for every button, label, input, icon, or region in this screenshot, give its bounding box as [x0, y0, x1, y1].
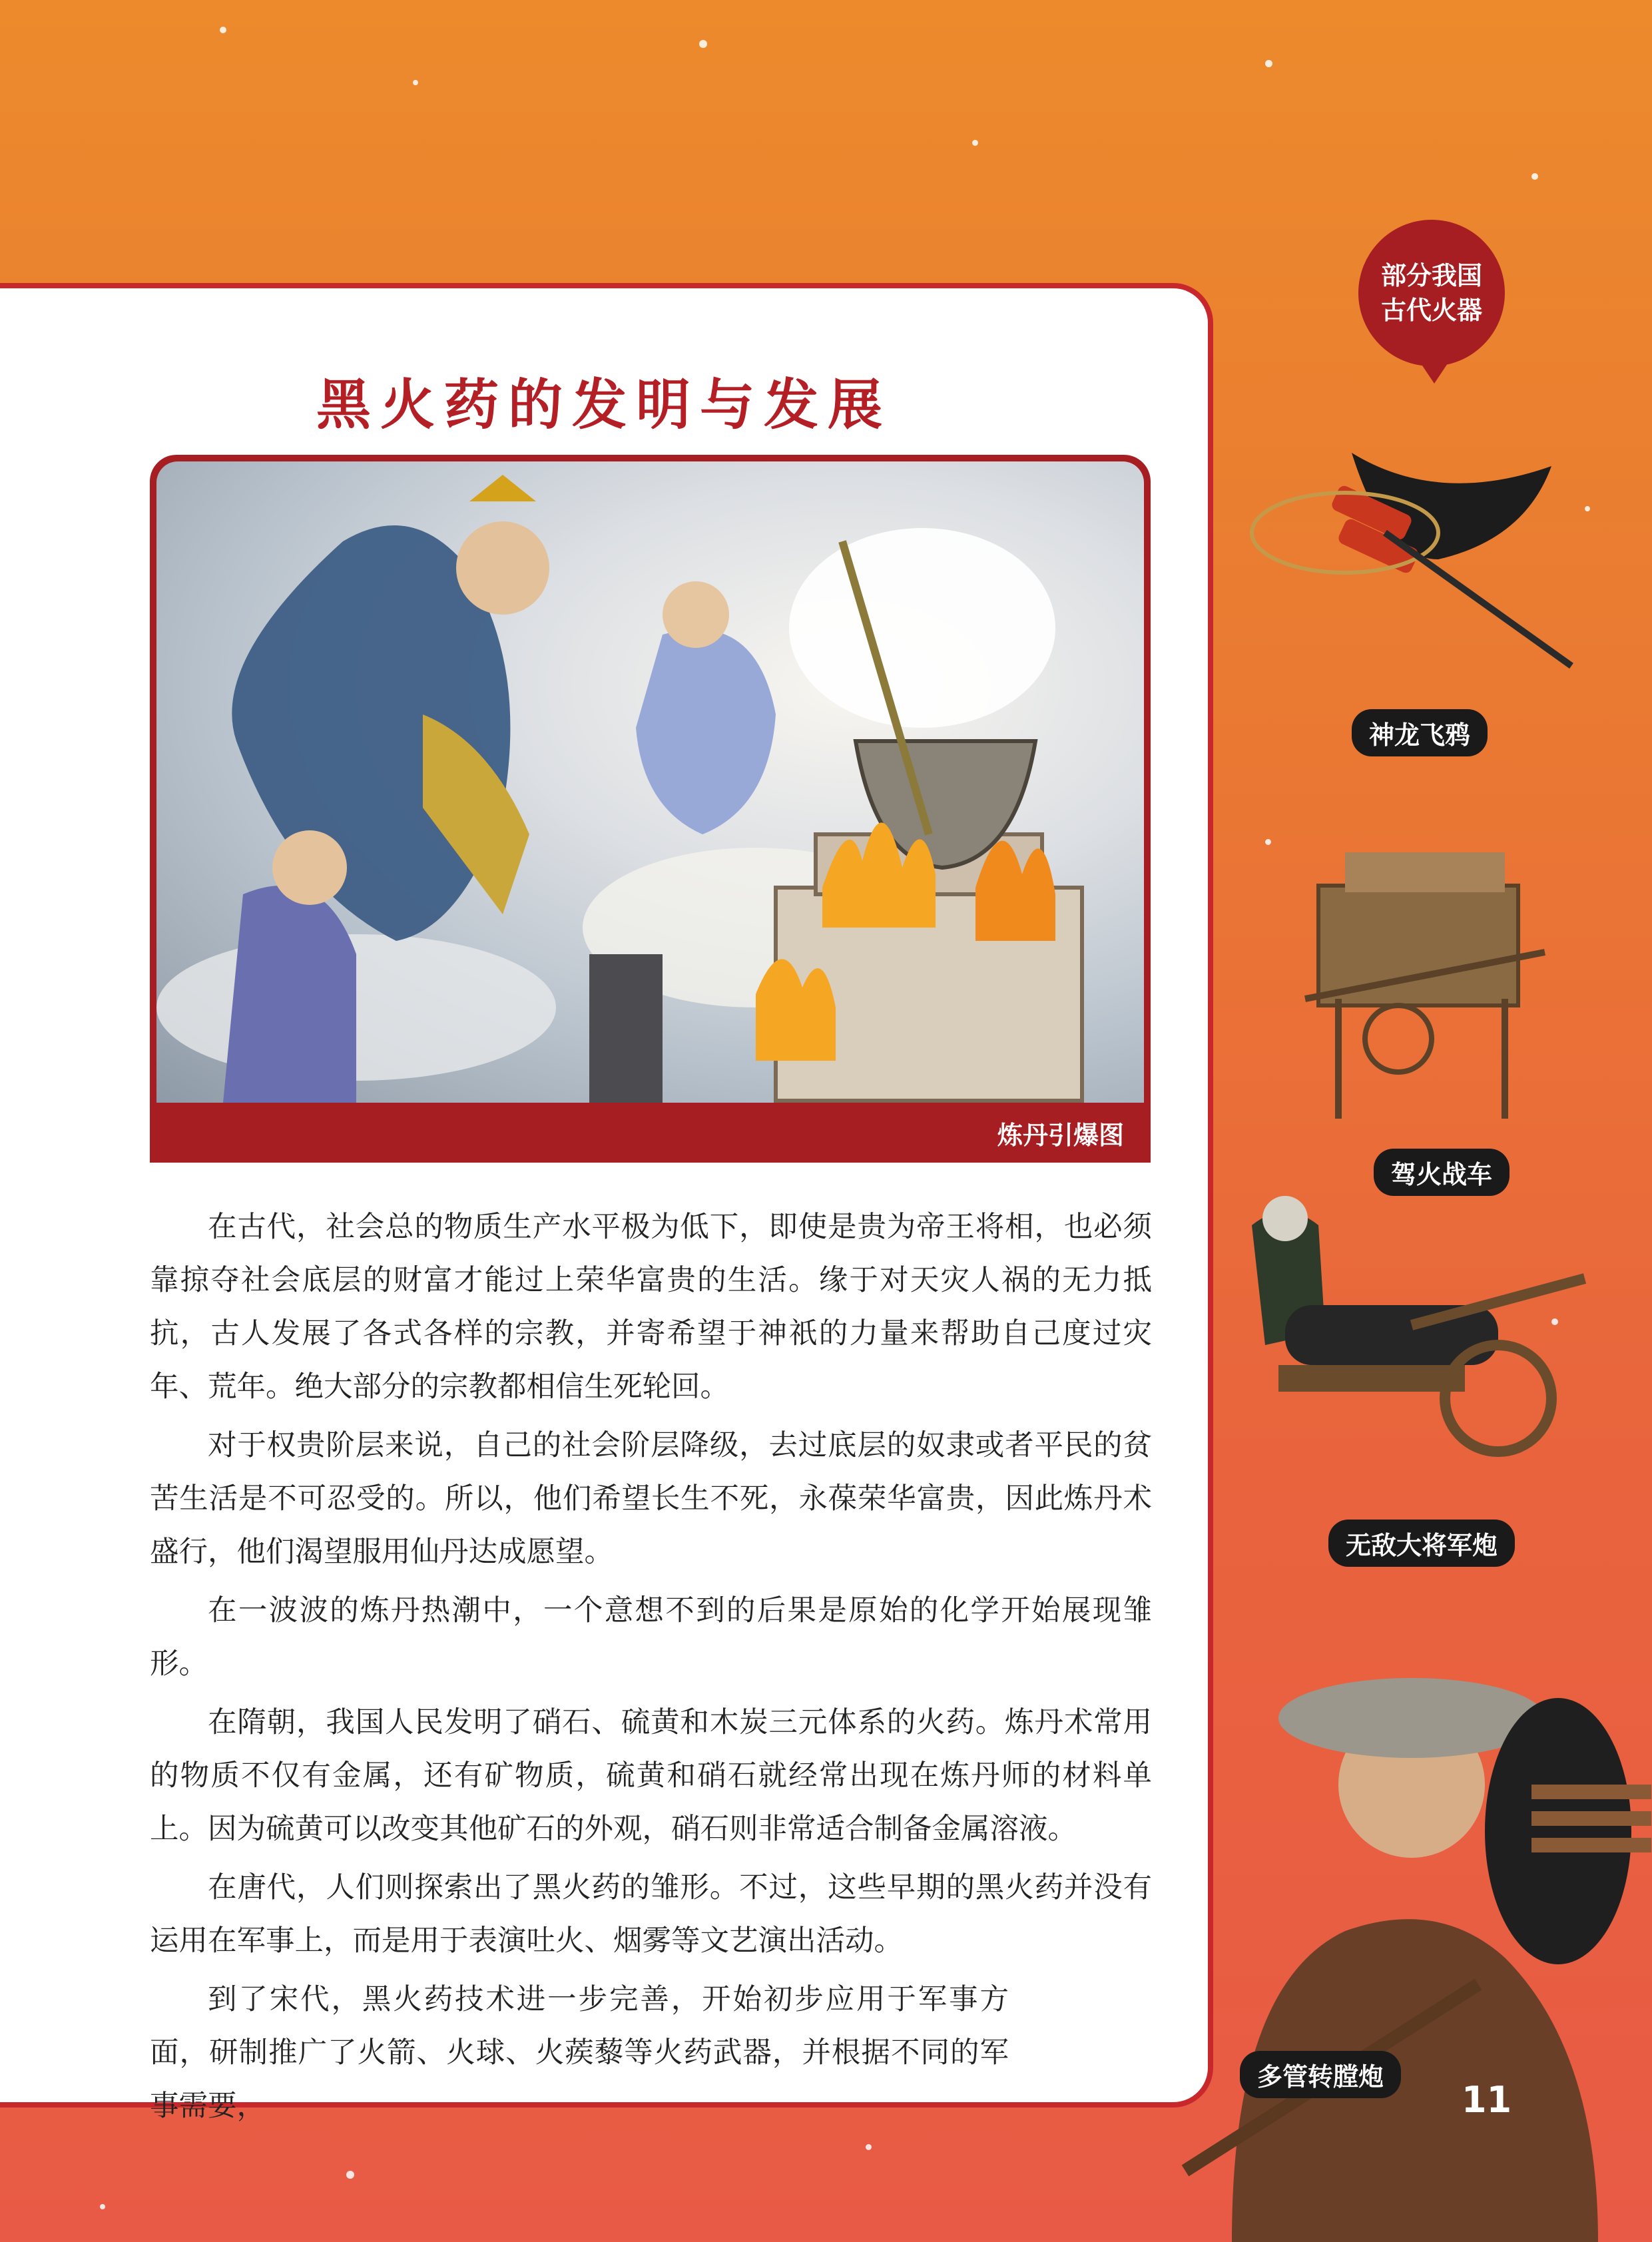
jiahuo-zhanche-image — [1265, 799, 1571, 1132]
bubble-pointer — [1418, 360, 1450, 384]
background-speck — [1265, 60, 1272, 67]
paragraph: 到了宋代，黑火药技术进一步完善，开始初步应用于军事方面，研制推广了火箭、火球、火蒺藜等火药武器，并根据不同的军事需要， — [150, 1983, 1009, 2123]
alchemy-explosion-painting — [156, 461, 1144, 1103]
sidebar-heading-line1: 部分我国 — [1380, 261, 1482, 290]
article-body — [150, 1201, 1152, 2138]
paragraph: 对于权贵阶层来说，自己的社会阶层降级，去过底层的奴隶或者平民的贫苦生活是不可忍受的。所以，他们希望长生不死，永葆荣华富贵，因此炼丹术盛行，他们渴望服用仙丹达成愿望。 — [150, 1429, 1152, 1569]
background-speck — [413, 80, 418, 85]
paragraph: 在古代，社会总的物质生产水平极为低下，即使是贵为帝王将相，也必须靠掠夺社会底层的财富才能过上荣华富贵的生活。缘于对天灾人祸的无力抵抗，古人发展了各式各样的宗教，并寄希望于神祇的力量来帮助自己度过灾年、荒年。绝大部分的宗教都相信生死轮回。 — [150, 1211, 1152, 1404]
weapon-label-duoguan-zhuantang-pao: 多管转膛炮 — [1240, 2051, 1401, 2098]
sidebar-heading-line2: 古代火器 — [1380, 296, 1482, 325]
sidebar-heading-bubble — [1358, 220, 1505, 366]
weapon-label-wudi-dajiangjun-pao: 无敌大将军炮 — [1328, 1520, 1515, 1567]
alchemy-scene-illustration — [156, 461, 1144, 1103]
caption-bar — [150, 1103, 1151, 1163]
background-speck — [100, 2204, 105, 2209]
shenlong-feiya-image — [1239, 426, 1585, 679]
duoguan-zhuantang-pao-image — [1132, 1585, 1651, 2242]
background-speck — [1531, 173, 1538, 180]
weapon-label-jiahuo-zhanche: 驾火战车 — [1374, 1149, 1510, 1196]
paragraph: 在唐代，人们则探索出了黑火药的雏形。不过，这些早期的黑火药并没有运用在军事上，而是用于表演吐火、烟雾等文艺演出活动。 — [150, 1871, 1152, 1958]
figure-caption: 炼丹引爆图 — [997, 1121, 1124, 1150]
illustration-figure — [150, 455, 1151, 1163]
wudi-dajiangjun-pao-image — [1212, 1199, 1598, 1492]
page-title: 黑火药的发明与发展 — [316, 373, 892, 437]
background-speck — [699, 40, 707, 48]
background-speck — [1585, 506, 1590, 511]
background-speck — [866, 2144, 872, 2150]
background-speck — [346, 2171, 354, 2179]
paragraph: 在隋朝，我国人民发明了硝石、硫黄和木炭三元体系的火药。炼丹术常用的物质不仅有金属，还有矿物质，硫黄和硝石就经常出现在炼丹师的材料单上。因为硫黄可以改变其他矿石的外观，硝石则非常适合制备金属溶液。 — [150, 1706, 1152, 1846]
background-speck — [972, 140, 978, 146]
weapon-label-shenlong-feiya: 神龙飞鸦 — [1352, 709, 1488, 756]
content-panel — [0, 283, 1213, 2123]
page-number: 11 — [1462, 2079, 1512, 2121]
background-speck — [220, 27, 226, 33]
paragraph: 在一波波的炼丹热潮中，一个意想不到的后果是原始的化学开始展现雏形。 — [150, 1594, 1152, 1681]
